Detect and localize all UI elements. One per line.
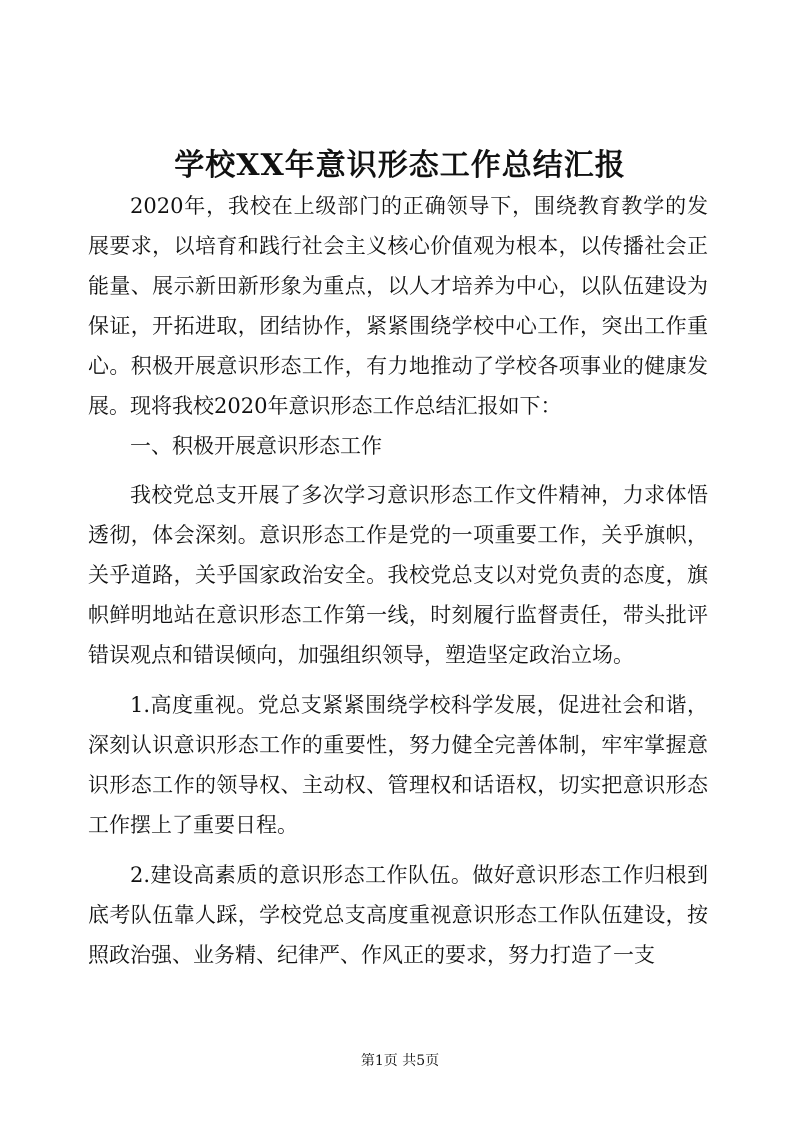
body-paragraph: 我校党总支开展了多次学习意识形态工作文件精神，力求体悟透彻，体会深刻。意识形态工作是党的一项重要工作，关乎旗帜，关乎道路，关乎国家政治安全。我校党总支以对党负责的态度，旗帜鲜明地站在意识形态工作第一线，时刻履行监督责任，带头批评错误观点和错误倾向，加强组织领导，塑造坚定政治立场。: [88, 483, 708, 667]
document-title: 学校XX年意识形态工作总结汇报: [174, 148, 626, 183]
page-number-footer: 第1页 共5页: [360, 1053, 440, 1069]
section-heading: 一、积极开展意识形态工作: [130, 434, 382, 458]
numbered-item-2: 2.建设高素质的意识形态工作队伍。做好意识形态工作归根到底考队伍靠人踩，学校党总支高度重视意识形态工作队伍建设，按照政治强、业务精、纪律严、作风正的要求，努力打造了一支: [88, 863, 708, 967]
document-body: [88, 186, 708, 975]
numbered-item-1: 1.高度重视。党总支紧紧围绕学校科学发展，促进社会和谐，深刻认识意识形态工作的重要性，努力健全完善体制，牢牢掌握意识形态工作的领导权、主动权、管理权和话语权，切实把意识形态工作摆上了重要日程。: [88, 693, 708, 837]
intro-paragraph: 2020年，我校在上级部门的正确领导下，围绕教育教学的发展要求，以培育和践行社会主义核心价值观为根本，以传播社会正能量、展示新田新形象为重点，以人才培养为中心，以队伍建设为保证，开拓进取，团结协作，紧紧围绕学校中心工作，突出工作重心。积极开展意识形态工作，有力地推动了学校各项事业的健康发展。现将我校2020年意识形态工作总结汇报如下：: [88, 194, 708, 418]
